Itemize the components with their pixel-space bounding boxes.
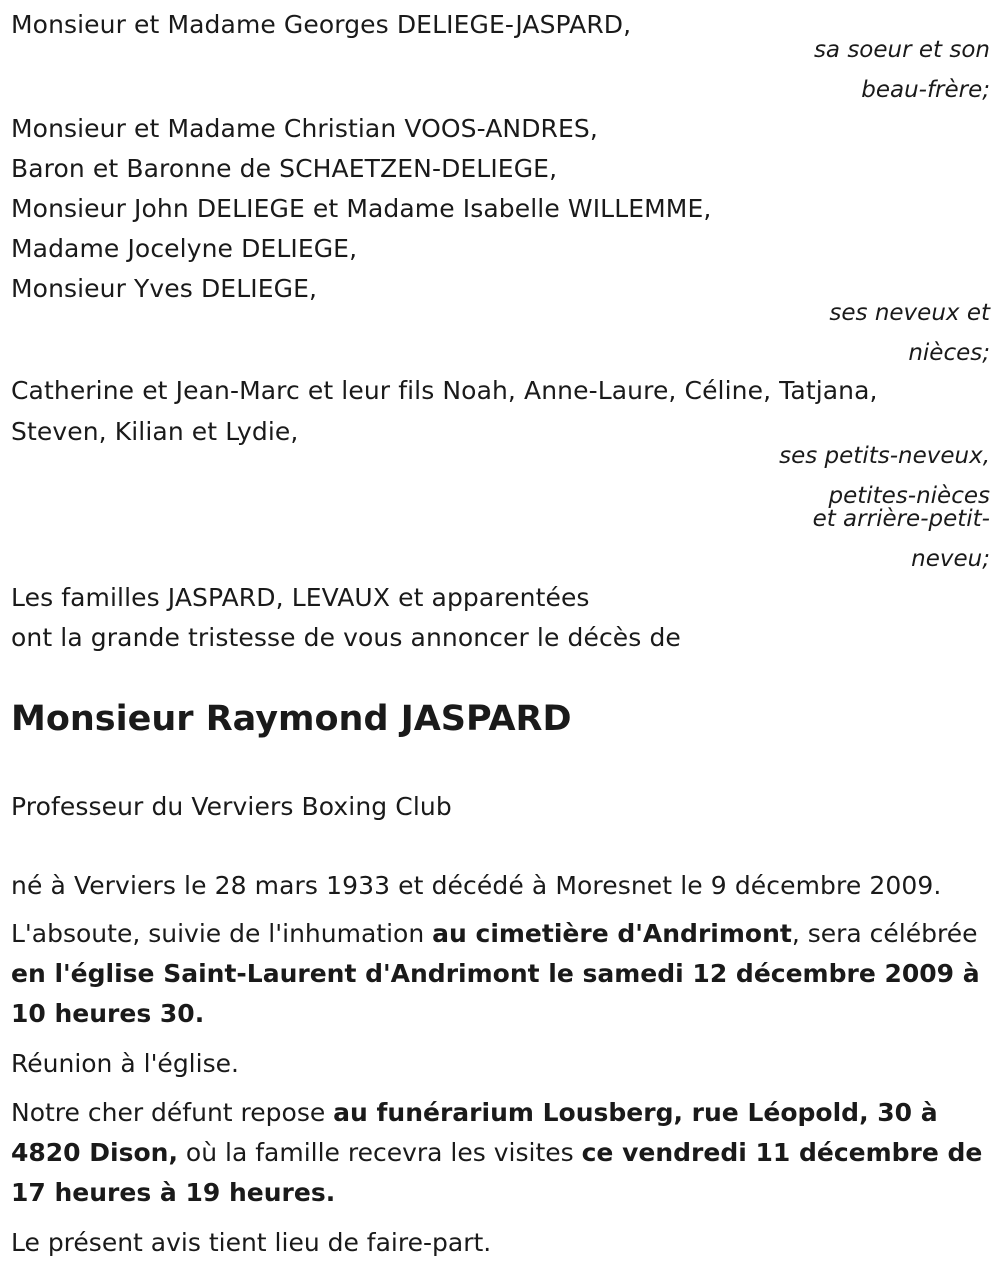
visits-text-1: Notre cher défunt repose <box>11 1098 334 1127</box>
ceremony-text-2: , sera célébrée <box>791 919 978 948</box>
grand-nephews-line-1: Catherine et Jean-Marc et leur fils Noah, Anne-Laure, Céline, Tatjana, <box>11 376 878 405</box>
church-ceremony-details: en l'église Saint-Laurent d'Andrimont le samedi 12 décembre 2009 à 10 heures 30. <box>11 959 980 1028</box>
nephew-line-2: Baron et Baronne de SCHAETZEN-DELIEGE, <box>11 154 558 183</box>
visits-paragraph <box>11 1093 991 1213</box>
funerarium-address: au funérarium Lousberg, rue Léopold, 30 à 4820 Dison, <box>11 1098 938 1167</box>
cemetery-location: au cimetière d'Andrimont <box>432 919 792 948</box>
visits-text-2: où la famille recevra les visites <box>177 1138 582 1167</box>
deceased-profession: Professeur du Verviers Boxing Club <box>11 792 452 821</box>
grand-nephews-relation-line-3: et arrière-petit- <box>812 506 990 532</box>
sister-relation-line-2: beau-frère; <box>861 77 990 103</box>
nephew-line-4: Madame Jocelyne DELIEGE, <box>11 234 358 263</box>
families-line-1: Les familles JASPARD, LEVAUX et apparentées <box>11 583 590 612</box>
families-line-2: ont la grande tristesse de vous annoncer le décès de <box>11 623 681 652</box>
nephew-line-5: Monsieur Yves DELIEGE, <box>11 274 318 303</box>
grand-nephews-line-2: Steven, Kilian et Lydie, <box>11 417 299 446</box>
deceased-dates: né à Verviers le 28 mars 1933 et décédé à Moresnet le 9 décembre 2009. <box>11 871 942 900</box>
deceased-name: Monsieur Raymond JASPARD <box>11 699 572 739</box>
nephew-line-1: Monsieur et Madame Christian VOOS-ANDRES, <box>11 114 598 143</box>
grand-nephews-relation-line-1: ses petits-neveux, <box>779 443 990 469</box>
nephew-line-3: Monsieur John DELIEGE et Madame Isabelle WILLEMME, <box>11 194 712 223</box>
nephews-relation-line-1: ses neveux et <box>829 300 990 326</box>
sister-couple-line: Monsieur et Madame Georges DELIEGE-JASPARD, <box>11 10 632 39</box>
closing-line: Le présent avis tient lieu de faire-part. <box>11 1228 492 1257</box>
visiting-hours: ce vendredi 11 décembre de 17 heures à 19 heures. <box>11 1138 983 1207</box>
grand-nephews-relation-line-4: neveu; <box>911 546 990 572</box>
sister-relation-line-1: sa soeur et son <box>813 37 990 63</box>
ceremony-paragraph <box>11 914 991 1034</box>
reunion-line: Réunion à l'église. <box>11 1049 239 1078</box>
ceremony-text-1: L'absoute, suivie de l'inhumation <box>11 919 433 948</box>
grand-nephews-relation-line-2: petites-nièces <box>828 483 990 509</box>
nephews-relation-line-2: nièces; <box>908 340 990 366</box>
